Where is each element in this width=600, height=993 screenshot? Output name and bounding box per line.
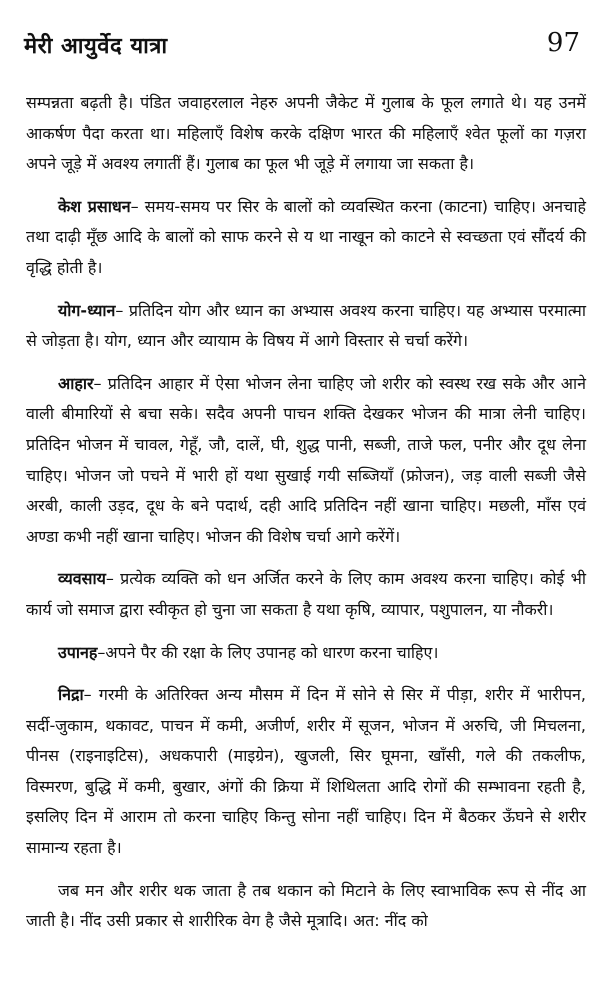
- running-head: मेरी आयुर्वेद यात्रा: [24, 34, 168, 59]
- paragraph-text: – समय-समय पर सिर के बालों को व्यवस्थित करना (काटना) चाहिए। अनचाहे तथा दाढ़ी मूँछ आदि के बालों को साफ करने से य था नाखून को काटने से स्वच्छता एवं सौंदर्य की वृद्धि होती है।: [26, 196, 586, 277]
- page-number: 97: [546, 28, 580, 58]
- paragraph-footwear: [26, 638, 586, 669]
- paragraph-term: योग-ध्यान: [58, 300, 116, 320]
- page-body: [26, 88, 586, 949]
- paragraph-text: सम्पन्नता बढ़ती है। पंडित जवाहरलाल नेहरु अपनी जैकेट में गुलाब के फूल लगाते थे। यह उनमें आकर्षण पैदा करता था। महिलाएँ विशेष करके दक्षिण भारत की महिलाएँ श्वेत फूलों का गज़रा अपने जूड़े में अवश्य लगातीं हैं। गुलाब का फूल भी जूड़े में लगाया जा सकता है।: [26, 93, 586, 174]
- paragraph-term: व्यवसाय: [58, 569, 106, 589]
- paragraph-term: उपानह: [58, 642, 98, 662]
- paragraph-text: – प्रत्येक व्यक्ति को धन अर्जित करने के लिए काम अवश्य करना चाहिए। कोई भी कार्य जो समाज द्वारा स्वीकृत हो चुना जा सकता है यथा कृषि, व्यापार, पशुपालन, या नौकरी।: [26, 569, 586, 619]
- paragraph-text: – प्रतिदिन योग और ध्यान का अभ्यास अवश्य करना चाहिए। यह अभ्यास परमात्मा से जोड़ता है। योग, ध्यान और व्यायाम के विषय में आगे विस्तार से चर्चा करेंगे।: [26, 300, 586, 351]
- paragraph-yoga-meditation: [26, 296, 586, 357]
- paragraph-term: निद्रा: [58, 685, 84, 705]
- paragraph-text: जब मन और शरीर थक जाता है तब थकान को मिटाने के लिए स्वाभाविक रूप से नींद आ जाती है। नींद उसी प्रकार से शारीरिक वेग है जैसे मूत्रादि। अत: नींद को: [26, 880, 586, 931]
- paragraph-diet: [26, 369, 586, 553]
- paragraph-occupation: [26, 564, 586, 625]
- paragraph-hair-grooming: [26, 192, 586, 284]
- paragraph-sleep-continued: [26, 876, 586, 937]
- paragraph-text: –अपने पैर की रक्षा के लिए उपानह को धारण करना चाहिए।: [97, 642, 439, 662]
- paragraph-term: आहार: [58, 373, 94, 393]
- paragraph-text: – गरमी के अतिरिक्त अन्य मौसम में दिन में सोने से सिर में पीड़ा, शरीर में भारीपन, सर्दी-जुकाम, थकावट, पाचन में कमी, अजीर्ण, शरीर में सूजन, भोजन में अरुचि, जी मिचलना, पीनस (राइनाइटिस), अधकपारी (माइग्रेन), खुजली, सिर घूमना, खाँसी, गले की तकलीफ, विस्मरण, बुद्धि में कमी, बुखार, अंगों की क्रिया में शिथिलता आदि रोगों की सम्भावना रहती है, इसलिए दिन में आराम तो करना चाहिए किन्तु सोना नहीं चाहिए। दिन में बैठकर ऊँघने से शरीर सामान्य रहता है।: [26, 685, 586, 858]
- paragraph-text: – प्रतिदिन आहार में ऐसा भोजन लेना चाहिए जो शरीर को स्वस्थ रख सके और आने वाली बीमारियों से बचा सके। सदैव अपनी पाचन शक्ति देखकर भोजन की मात्रा लेनी चाहिए। प्रतिदिन भोजन में चावल, गेहूँ, जौ, दालें, घी, शुद्ध पानी, सब्जी, ताजे फल, पनीर और दूध लेना चाहिए। भोजन जो पचने में भारी हों यथा सुखाई गयी सब्जियाँ (फ्रोजन), जड़ वाली सब्जी जैसे अरबी, काली उड़द, दूध के बने पदार्थ, दही आदि प्रतिदिन नहीं खाना चाहिए। मछली, माँस एवं अण्डा कभी नहीं खाना चाहिए। भोजन की विशेष चर्चा आगे करेंगें।: [26, 373, 586, 546]
- paragraph-sleep: [26, 680, 586, 864]
- paragraph-term: केश प्रसाधन: [58, 196, 131, 216]
- paragraph-continuation: [26, 88, 586, 180]
